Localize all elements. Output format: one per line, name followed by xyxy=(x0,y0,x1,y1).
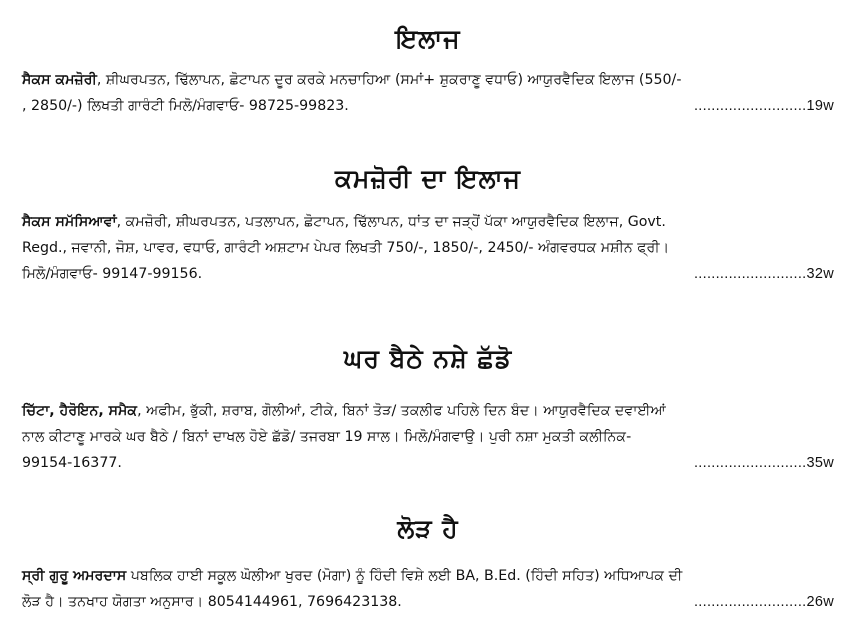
ad-line xyxy=(22,589,834,615)
ad-text-part: ਪਬਲਿਕ ਹਾਈ ਸਕੂਲ ਘੋਲੀਆ ਖੁਰਦ (ਮੋਗਾ) ਨੂੰ ਹਿੰਦੀ ਵਿਸ਼ੇ ਲਈ BA, B.Ed. (ਹਿੰਦੀ ਸਹਿਤ) ਅਧਿਆਪਕ ਦੀ xyxy=(126,568,683,584)
ad-body xyxy=(22,563,834,615)
ad-text-part: , ਕਮਜ਼ੋਰੀ, ਸ਼ੀਘਰਪਤਨ, ਪਤਲਾਪਨ, ਛੋਟਾਪਨ, ਢਿੱਲਾਪਨ, ਧਾਂਤ ਦਾ ਜੜ੍ਹੋਂ ਪੱਕਾ ਆਯੁਰਵੈਦਿਕ ਇਲਾਜ, Govt. xyxy=(116,214,666,230)
ad-lead: ਸੈਕਸ ਸਮੱਸਿਆਵਾਂ xyxy=(22,214,117,230)
ad-text xyxy=(22,67,681,93)
ad-line xyxy=(22,93,834,119)
ad-wanted xyxy=(22,514,834,615)
ad-title: ਲੋੜ ਹੈ xyxy=(397,514,459,543)
ad-title: ਕਮਜ਼ੋਰੀ ਦਾ ਇਲਾਜ xyxy=(334,164,522,193)
ad-text xyxy=(22,209,666,235)
ad-text-part: ਲੋੜ ਹੈ। ਤਨਖਾਹ ਯੋਗਤਾ ਅਨੁਸਾਰ। 8054144961, 7696423138. xyxy=(22,594,402,610)
ad-lead: ਸੈਕਸ ਕਮਜ਼ੋਰੀ xyxy=(22,72,97,88)
ad-line xyxy=(22,235,834,261)
ad-text-part: , 2850/-) ਲਿਖਤੀ ਗਾਰੰਟੀ ਮਿਲੋ/ਮੰਗਵਾਓ- 98725-99823. xyxy=(22,98,349,114)
ad-text-part: Regd., ਜਵਾਨੀ, ਜੋਸ਼, ਪਾਵਰ, ਵਧਾਓ, ਗਾਰੰਟੀ ਅਸ਼ਟਾਮ ਪੇਪਰ ਲਿਖਤੀ 750/-, 1850/-, 2450/- ਅੰਗਵਰਧਕ ਮਸ਼ੀਨ ਫ੍ਰੀ। xyxy=(22,240,670,256)
ad-text-part: 99154-16377. xyxy=(22,455,122,471)
ad-text-part: ਮਿਲੋ/ਮੰਗਵਾਓ- 99147-99156. xyxy=(22,266,203,282)
ad-body xyxy=(22,67,834,119)
ad-code: ..........................35w xyxy=(693,455,834,471)
ad-line xyxy=(22,261,834,287)
ad-title: ਇਲਾਜ xyxy=(395,24,461,53)
ad-text-part: ਨਾਲ ਕੀਟਾਣੂ ਮਾਰਕੇ ਘਰ ਬੈਠੇ / ਬਿਨਾਂ ਦਾਖਲ ਹੋਏ ਛੱਡੋ/ ਤਜਰਬਾ 19 ਸਾਲ। ਮਿਲੋ/ਮੰਗਵਾਉ। ਪੁਰੀ ਨਸ਼ਾ ਮੁਕਤੀ ਕਲੀਨਿਕ- xyxy=(22,429,632,445)
ad-text-part: , ਸ਼ੀਘਰਪਤਨ, ਢਿੱਲਾਪਨ, ਛੋਟਾਪਨ ਦੂਰ ਕਰਕੇ ਮਨਚਾਹਿਆ (ਸਮਾਂ+ ਸ਼ੁਕਰਾਣੂ ਵਧਾਓ) ਆਯੁਰਵੈਦਿਕ ਇਲਾਜ (550/- xyxy=(96,72,682,88)
ad-lead: ਸ੍ਰੀ ਗੁਰੂ ਅਮਰਦਾਸ xyxy=(22,568,127,584)
ad-line xyxy=(22,209,834,235)
ad-code: ..........................26w xyxy=(693,594,834,610)
ad-text xyxy=(22,563,682,589)
ad-line xyxy=(22,398,834,424)
ad-code: ..........................19w xyxy=(693,98,834,114)
ad-title: ਘਰ ਬੈਠੇ ਨਸ਼ੇ ਛੱਡੋ xyxy=(343,344,513,373)
ad-lead: ਚਿੱਟਾ, ਹੈਰੋਇਨ, ਸਮੈਕ xyxy=(22,403,138,419)
ad-line xyxy=(22,424,834,450)
ad-weakness-treatment xyxy=(22,164,834,287)
ad-body xyxy=(22,209,834,287)
ad-code: ..........................32w xyxy=(693,266,834,282)
ad-treatment xyxy=(22,24,834,119)
ad-text-part: , ਅਫੀਮ, ਭੁੱਕੀ, ਸ਼ਰਾਬ, ਗੋਲੀਆਂ, ਟੀਕੇ, ਬਿਨਾਂ ਤੋੜ/ ਤਕਲੀਫ ਪਹਿਲੇ ਦਿਨ ਬੰਦ। ਆਯੁਰਵੈਦਿਕ ਦਵਾਈਆਂ xyxy=(137,403,667,419)
ad-line xyxy=(22,67,834,93)
ad-line xyxy=(22,450,834,476)
ad-quit-addiction xyxy=(22,344,834,476)
ad-text xyxy=(22,398,666,424)
ad-line xyxy=(22,563,834,589)
ad-body xyxy=(22,398,834,476)
